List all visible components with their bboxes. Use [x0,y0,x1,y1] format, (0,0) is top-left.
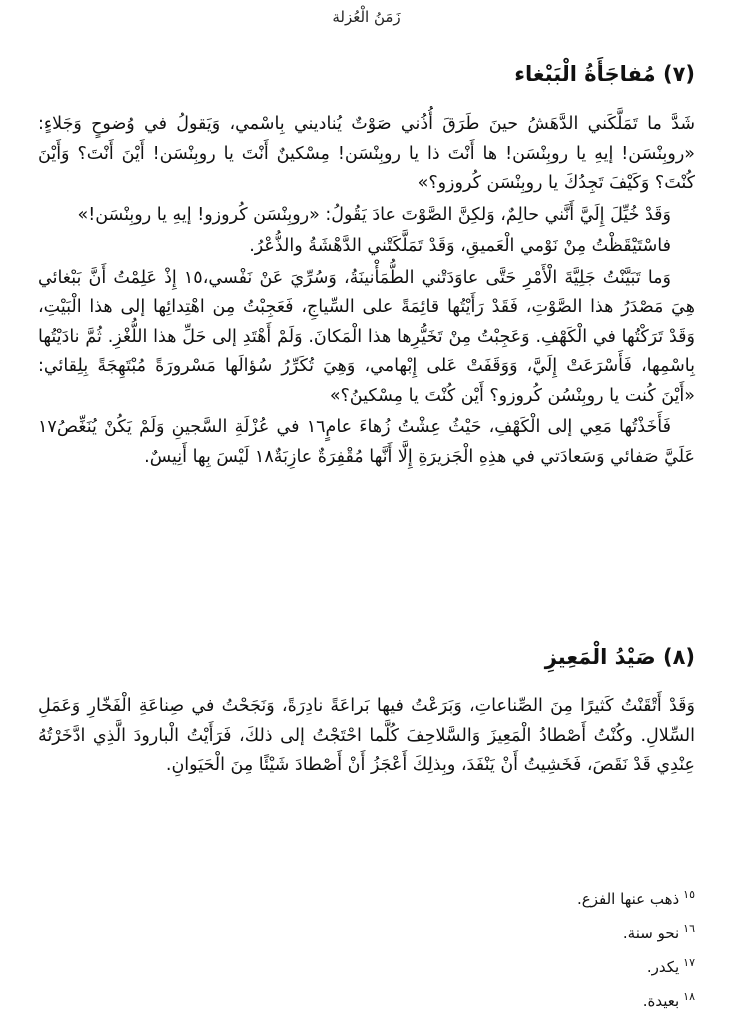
footnote-text: يكدر. [646,958,680,976]
paragraph: وَقَدْ خُيِّلَ إِلَيَّ أَنَّني حالِمٌ، وَلكِنَّ الصَّوْتَ عادَ يَقُولُ: «روبِنْسَن كُروزو! إيهِ يا روبِنْسَن!» [77,204,671,225]
footnote [577,880,695,914]
section-body-goat-hunting [38,692,695,783]
footnote-number: ١٥ [683,888,695,901]
footnote-number: ١٧ [683,956,695,969]
footnotes [577,880,695,1016]
paragraph: فَأَخَذْتُها مَعِي إلى الْكَهْفِ، حَيْثُ عِشْتُ زُهاءَ عامٍ١٦ في عُزْلَةِ السَّجينِ وَلَمْ يَكُنْ يُنَغِّصُ١٧ عَلَيَّ صَفائي وَسَعادَتي في هذِهِ الْجَزيرَةِ إِلَّا أَنَّها مُقْفِرَةٌ عازِبَةٌ١٨ لَيْسَ بِها أَنِيسٌ. [38,417,695,467]
running-header: زَمَنُ الْعُزلة [332,8,401,26]
section-body-parrot [38,110,695,474]
section-title-goat-hunting: (٨) صَيْدُ الْمَعِيزِ [544,645,695,669]
footnote-text: بعيدة. [642,992,680,1010]
footnote [577,914,695,948]
footnote [577,948,695,982]
paragraph: شَدَّ ما تَمَلَّكَني الدَّهَشُ حينَ طَرَقَ أُذُني صَوْتٌ يُناديني بِاسْمي، وَيَقولُ في وُضوحٍ وَجَلاءٍ: «روبِنْسَن! إيهِ يا روبِنْسَن! ها أَنْتَ ذا يا روبِنْسَن! مِسْكينٌ أَنْتَ يا روبِنْسَن! أَيْنَ أَنْتَ؟ وَأَيْنَ كُنْتَ؟ وَكَيْفَ تَجِدُكَ يا روبِنْسَن كُروزو؟» [38,114,695,193]
footnote-text: نحو سنة. [622,924,680,942]
footnote [577,982,695,1016]
paragraph: وَما تَبَيَّنْتُ جَلِيَّةَ الْأَمْرِ حَتَّى عاوَدَتْني الطُّمَأْنينَةُ، وَسُرِّيَ عَنْ نَفْسي،١٥ إِذْ عَلِمْتُ أَنَّ بَبْغائي هِيَ مَصْدَرُ هذا الصَّوْتِ، فَقَدْ رَأَيْتُها قائِمَةً على السِّياجِ، فَعَجِبْتُ مِن اهْتِدائِها إلى هذا الْبَيْتِ، وَقَدْ تَرَكْتُها في الْكَهْفِ. وَعَجِبْتُ مِنْ تَخَيُّرِها هذا الْمَكانَ. وَلَمْ أَهْتَدِ إلى حَلِّ هذا اللُّغْزِ. ثُمَّ نادَيْتُها بِاسْمِها، فَأَسْرَعَتْ إِلَيَّ، وَوَقَفَتْ عَلى إِبْهامي، وَهِيَ تُكَرِّرُ سُؤالَها مَسْرورَةً مُبْتَهِجَةً بِلِقائي: «أَيْنَ كُنت يا روبِنْسُن كُروزو؟ أَيْن كُنْتَ يا مِسْكينُ؟» [38,267,695,406]
footnote-number: ١٦ [683,922,695,935]
section-title-parrot: (٧) مُفاجَأَةُ الْبَبْغاء [514,62,695,86]
paragraph: وَقَدْ أَتْقَنْتُ كَثيرًا مِنَ الصِّناعاتِ، وَبَرَعْتُ فيها بَراعَةً نادِرَةً، وَنَجَحْتُ في صِناعَةِ الْفَخّارِ وَعَمَلِ السِّلالِ. وكُنْتُ أَصْطادُ الْمَعِيزَ وَالسَّلاحِفَ كُلَّما احْتَجْتُ إلى ذلكَ، فَرَأَيْتُ الْبارودَ الَّذِي ادَّخَرْتُهُ عِنْدِي قَدْ نَقَصَ، فَخَشِيتُ أَنْ يَنْفَدَ، وبِذلِكَ أَعْجَزُ أَنْ أَصْطادَ شَيْئًا مِنَ الْحَيَوانِ. [38,696,695,775]
footnote-number: ١٨ [683,990,695,1003]
paragraph: فاسْتَيْقَظْتُ مِنْ نَوْمي الْعَميقِ، وَقَدْ تَمَلَّكَتْني الدَّهْشَةُ والذُّعْرُ. [249,236,671,256]
footnote-text: ذهب عنها الفزع. [577,890,680,908]
